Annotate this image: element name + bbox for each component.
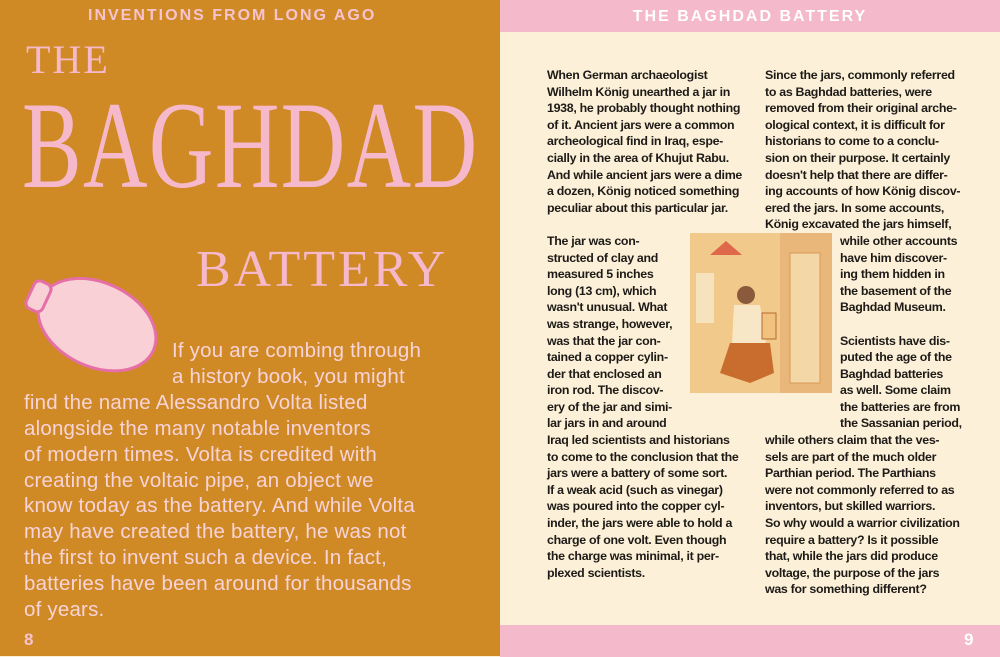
text-line: When German archaeologist <box>547 68 708 82</box>
text-line: ered the jars. In some accounts, <box>765 200 945 215</box>
text-line: ing accounts of how König discov- <box>765 184 961 199</box>
text-line: puted the age of the <box>840 350 952 365</box>
text-line: of modern times. Volta is credited with <box>24 442 378 466</box>
text-line: iron rod. The discov- <box>547 383 664 398</box>
text-line: while others claim that the ves- <box>765 433 940 448</box>
text-line: plexed scientists. <box>547 565 645 580</box>
text-line: So why would a warrior civilization <box>765 516 960 531</box>
text-line: Baghdad batteries <box>840 366 943 381</box>
text-line: was that the jar con- <box>547 333 661 348</box>
text-line: ological context, it is difficult for <box>765 117 945 132</box>
title-baghdad: BAGHDAD <box>22 77 479 214</box>
text-line: removed from their original arche- <box>765 101 957 116</box>
text-line: the Sassanian period, <box>840 416 962 431</box>
text-line: The jar was con- <box>547 233 640 248</box>
bottom-bar <box>500 625 1000 657</box>
text-line: measured 5 inches <box>547 267 654 282</box>
text-line: König excavated the jars himself, <box>765 217 952 232</box>
text-line: lar jars in and around <box>547 416 667 431</box>
text-line: doesn't help that there are differ- <box>765 167 948 182</box>
text-line: sion on their purpose. It certainly <box>765 150 951 165</box>
page-number: 8 <box>24 630 34 649</box>
text-line: voltage, the purpose of the jars <box>765 565 940 580</box>
text-line: the charge was minimal, it per- <box>547 549 719 564</box>
running-head: THE BAGHDAD BATTERY <box>632 8 868 25</box>
text-line: peculiar about this particular jar. <box>547 200 728 215</box>
left-page <box>0 0 500 656</box>
text-line: Baghdad Museum. <box>840 300 946 315</box>
text-line: that, while the jars did produce <box>765 549 938 564</box>
text-line: cially in the area of Khujut Rabu. <box>547 150 729 165</box>
text-line: find the name Alessandro Volta listed <box>24 390 368 414</box>
text-line: have him discover- <box>840 250 947 265</box>
text-line: jars were a battery of some sort. <box>547 466 728 481</box>
text-line: the basement of the <box>840 283 952 298</box>
text-line: Since the jars, commonly referred <box>765 68 955 82</box>
text-line: If you are combing through <box>172 339 422 362</box>
text-line: Parthian period. The Parthians <box>765 466 936 481</box>
text-line: sels are part of the much older <box>765 449 937 464</box>
text-line: were not commonly referred to as <box>765 482 955 497</box>
text-line: If a weak acid (such as vinegar) <box>547 482 723 497</box>
text-line: while other accounts <box>840 233 958 248</box>
running-head: INVENTIONS FROM LONG AGO <box>88 7 377 24</box>
text-line: was poured into the copper cyl- <box>547 499 725 514</box>
text-line: structed of clay and <box>547 250 659 265</box>
text-line: of years. <box>24 598 105 622</box>
text-line: may have created the battery, he was not <box>24 520 407 544</box>
text-line: to as Baghdad batteries, were <box>765 84 932 99</box>
text-line: historians to come to a conclu- <box>765 134 939 149</box>
text-line: Wilhelm König unearthed a jar in <box>547 84 731 99</box>
text-line: wasn't unusual. What <box>547 300 668 315</box>
text-line: 1938, he probably thought nothing <box>547 101 741 116</box>
text-line: to come to the conclusion that the <box>547 449 739 464</box>
text-line: know today as the battery. And while Volta <box>24 494 415 518</box>
archaeologist-illustration-icon <box>690 233 832 393</box>
text-line: batteries have been around for thousands <box>24 572 412 596</box>
text-line: of it. Ancient jars were a common <box>547 117 735 132</box>
text-line: archeological find in Iraq, espe- <box>547 134 724 149</box>
text-line: der that enclosed an <box>547 366 662 381</box>
text-line: Scientists have dis- <box>840 333 950 348</box>
text-line: long (13 cm), which <box>547 283 657 298</box>
text-line: creating the voltaic pipe, an object we <box>24 468 374 492</box>
text-line: charge of one volt. Even though <box>547 532 727 547</box>
title-battery: BATTERY <box>196 241 449 298</box>
text-line: a dozen, König noticed something <box>547 184 740 199</box>
paragraph-gap <box>547 216 742 233</box>
text-line: a history book, you might <box>172 364 405 388</box>
text-line: tained a copper cylin- <box>547 350 668 365</box>
text-line: alongside the many notable inventors <box>24 416 371 440</box>
text-line: inventors, but skilled warriors. <box>765 499 936 514</box>
text-line: ing them hidden in <box>840 267 945 282</box>
text-line: was for something different? <box>765 582 927 597</box>
intro-text <box>24 338 494 623</box>
text-line: inder, the jars were able to hold a <box>547 516 733 531</box>
text-line: require a battery? Is it possible <box>765 532 939 547</box>
text-line: was strange, however, <box>547 316 673 331</box>
text-line: Iraq led scientists and historians <box>547 433 730 448</box>
text-line: the batteries are from <box>840 399 961 414</box>
page-number: 9 <box>964 630 974 649</box>
text-line: And while ancient jars were a dime <box>547 167 743 182</box>
title-the: THE <box>26 37 110 82</box>
text-line: the first to invent such a device. In fact, <box>24 546 387 570</box>
text-line: as well. Some claim <box>840 383 951 398</box>
text-line: ery of the jar and simi- <box>547 399 673 414</box>
